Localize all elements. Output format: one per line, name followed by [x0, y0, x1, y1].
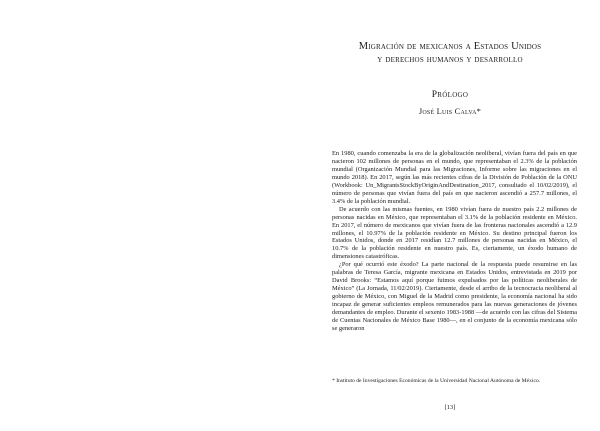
- paragraph: En 1980, cuando comenzaba la era de la globalización neoliberal, vivían fuera del país en que nacieron 102 millones de personas en el mundo, que representaban el 2.3% de la población mundial (Organización Mundial para las Migraciones, Informe sobre las migraciones en el mundo 2018). En 2017, según las más recientes cifras de la División de Población de la ONU (Workbook: Un_MigrantsStockByOriginAndDestination_2017, consultado el 10/02/2019), el número de personas que vivían fuera del país en que nacieron ascendió a 257.7 millones, el 3.4% de la población mundial.: [332, 150, 577, 205]
- section-heading: Prólogo: [431, 90, 469, 100]
- paragraph: De acuerdo con las mismas fuentes, en 1980 vivían fuera de nuestro país 2.2 millones de personas nacidas en México, que representaban el 3.1% de la población residente en México. En 2017, el número de mexicanos que vivían fuera de las fronteras nacionales ascendió a 12.9 millones, el 10.97% de la población residente en México. Su destino principal fueron los Estados Unidos, donde en 2017 residían 12.7 millones de personas nacidas en México, el 10.7% de la población residente en nuestro país. Es, ciertamente, un éxodo humano de dimensiones catastróficas.: [332, 205, 577, 261]
- title-line-2: y derechos humanos y desarrollo: [377, 54, 523, 65]
- body-text: [332, 150, 577, 333]
- title-line-1: Migración de mexicanos a Estados Unidos: [358, 41, 542, 52]
- paragraph: ¿Por qué ocurrió este éxodo? La parte nacional de la respuesta puede resumirse en las palabras de Teresa García, migrante mexicana en Estados Unidos, entrevistada en 2019 por David Brooks: “Estamos aquí porque fuimos expulsados por las políticas neoliberales de México” (La Jornada, 11/02/2019). Ciertamente, desde el arribo de la tecnocracia neoliberal al gobierno de México, con Miguel de la Madrid como presidente, la economía nacional ha sido incapaz de generar suficientes empleos remunerados para las nuevas generaciones de jóvenes demandantes de empleo. Durante el sexenio 1983-1988 —de acuerdo con las cifras del Sistema de Cuentas Nacionales de México Base 1980—, en el conjunto de la economía mexicana sólo se generaron: [332, 261, 577, 332]
- footnote: * Instituto de Investigaciones Económicas de la Universidad Nacional Autónoma de México.: [332, 378, 541, 384]
- chapter-title: [330, 40, 570, 66]
- page-number: [13]: [444, 404, 456, 411]
- author-name: José Luis Calva*: [418, 106, 482, 116]
